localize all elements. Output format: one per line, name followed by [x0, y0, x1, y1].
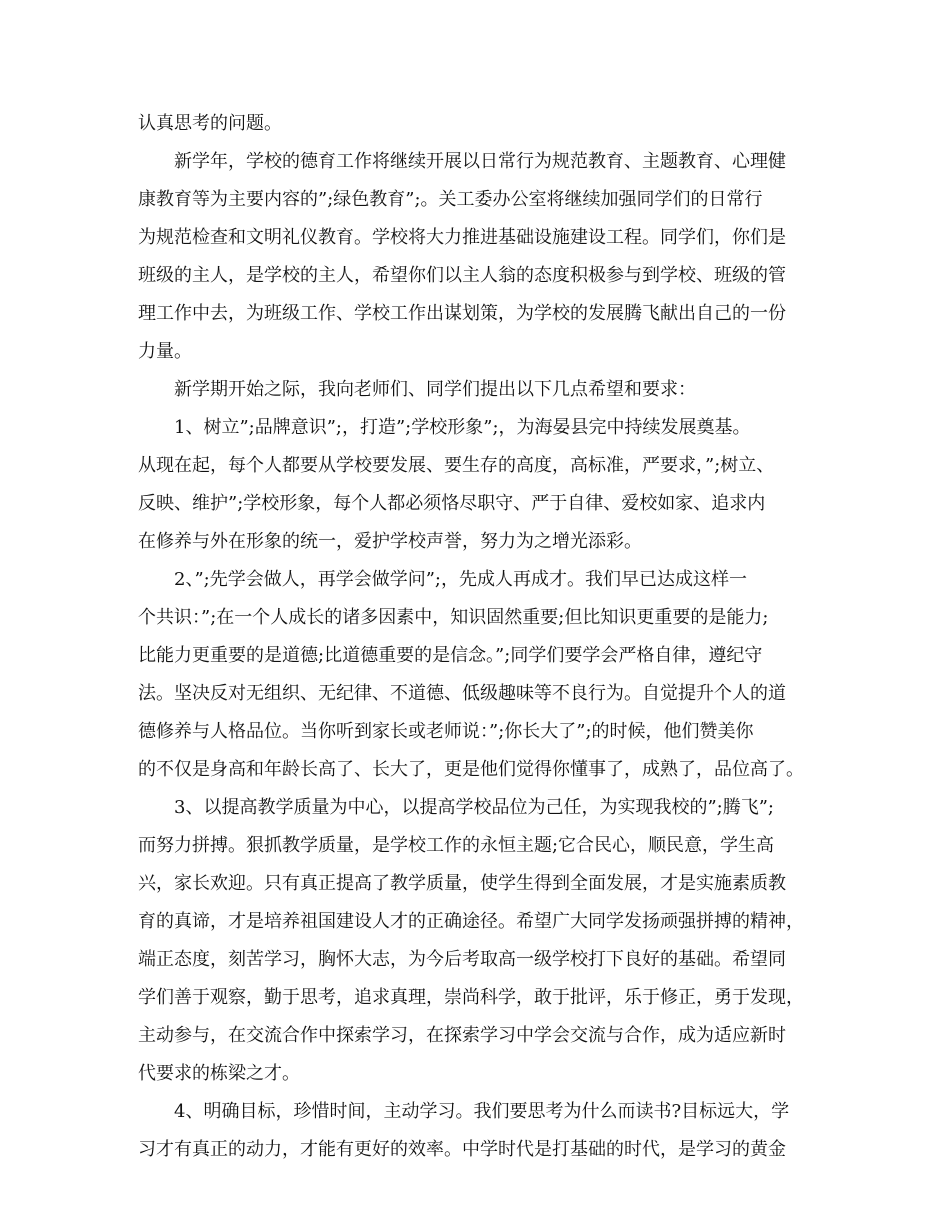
text-line: 学们善于观察，勤于思考，追求真理，崇尚科学，敢于批评，乐于修正，勇于发现， — [138, 987, 804, 1008]
paragraph-start-line: 4、明确目标，珍惜时间，主动学习。我们要思考为什么而读书?目标远大，学 — [174, 1101, 790, 1122]
text-line: 在修养与外在形象的统一，爱护学校声誉，努力为之增光添彩。 — [138, 531, 642, 552]
text-line: 主动参与，在交流合作中探索学习，在探索学习中学会交流与合作，成为适应新时 — [138, 1025, 786, 1046]
text-line: 兴，家长欢迎。只有真正提高了教学质量，使学生得到全面发展，才是实施素质教 — [138, 873, 786, 894]
text-line: 法。坚决反对无组织、无纪律、不道德、低级趣味等不良行为。自觉提升个人的道 — [138, 683, 786, 704]
text-line: 力量。 — [138, 341, 192, 362]
text-line: 从现在起，每个人都要从学校要发展、要生存的高度，高标准，严要求，”;树立、 — [138, 455, 775, 476]
paragraph-start-line: 新学期开始之际，我向老师们、同学们提出以下几点希望和要求： — [174, 379, 696, 400]
paragraph-start-line: 1、树立”;品牌意识”;，打造”;学校形象”;，为海晏县完中持续发展奠基。 — [174, 417, 751, 438]
paragraph-start-line: 2、”;先学会做人，再学会做学问”;，先成人再成才。我们早已达成这样一 — [174, 569, 747, 590]
text-line: 为规范检查和文明礼仪教育。学校将大力推进基础设施建设工程。同学们，你们是 — [138, 227, 786, 248]
text-line: 比能力更重要的是道德;比道德重要的是信念。”;同学们要学会严格自律，遵纪守 — [138, 645, 763, 666]
paragraph-start-line: 新学年，学校的德育工作将继续开展以日常行为规范教育、主题教育、心理健 — [174, 151, 786, 172]
text-line: 反映、维护”;学校形象，每个人都必须恪尽职守、严于自律、爱校如家、追求内 — [138, 493, 766, 514]
text-line: 端正态度，刻苦学习，胸怀大志，为今后考取高一级学校打下良好的基础。希望同 — [138, 949, 786, 970]
text-line: 德修养与人格品位。当你听到家长或老师说：”;你长大了”;的时候，他们赞美你 — [138, 721, 754, 742]
text-line: 代要求的栋梁之才。 — [138, 1063, 300, 1084]
text-line: 康教育等为主要内容的”;绿色教育”;。关工委办公室将继续加强同学们的日常行 — [138, 189, 763, 210]
text-line: 班级的主人，是学校的主人，希望你们以主人翁的态度积极参与到学校、班级的管 — [138, 265, 786, 286]
text-line: 认真思考的问题。 — [138, 113, 282, 134]
text-line: 的不仅是身高和年龄长高了、长大了，更是他们觉得你懂事了，成熟了，品位高了。 — [138, 759, 804, 780]
text-line: 习才有真正的动力，才能有更好的效率。中学时代是打基础的时代，是学习的黄金 — [138, 1139, 786, 1160]
paragraph-start-line: 3、以提高教学质量为中心，以提高学校品位为己任，为实现我校的”;腾飞”; — [174, 797, 774, 818]
text-line: 而努力拼搏。狠抓教学质量，是学校工作的永恒主题;它合民心，顺民意，学生高 — [138, 835, 775, 856]
text-line: 理工作中去，为班级工作、学校工作出谋划策，为学校的发展腾飞献出自己的一份 — [138, 303, 786, 324]
text-line: 个共识：”;在一个人成长的诸多因素中，知识固然重要;但比知识更重要的是能力; — [138, 607, 769, 628]
text-line: 育的真谛，才是培养祖国建设人才的正确途径。希望广大同学发扬顽强拼搏的精神， — [138, 911, 804, 932]
